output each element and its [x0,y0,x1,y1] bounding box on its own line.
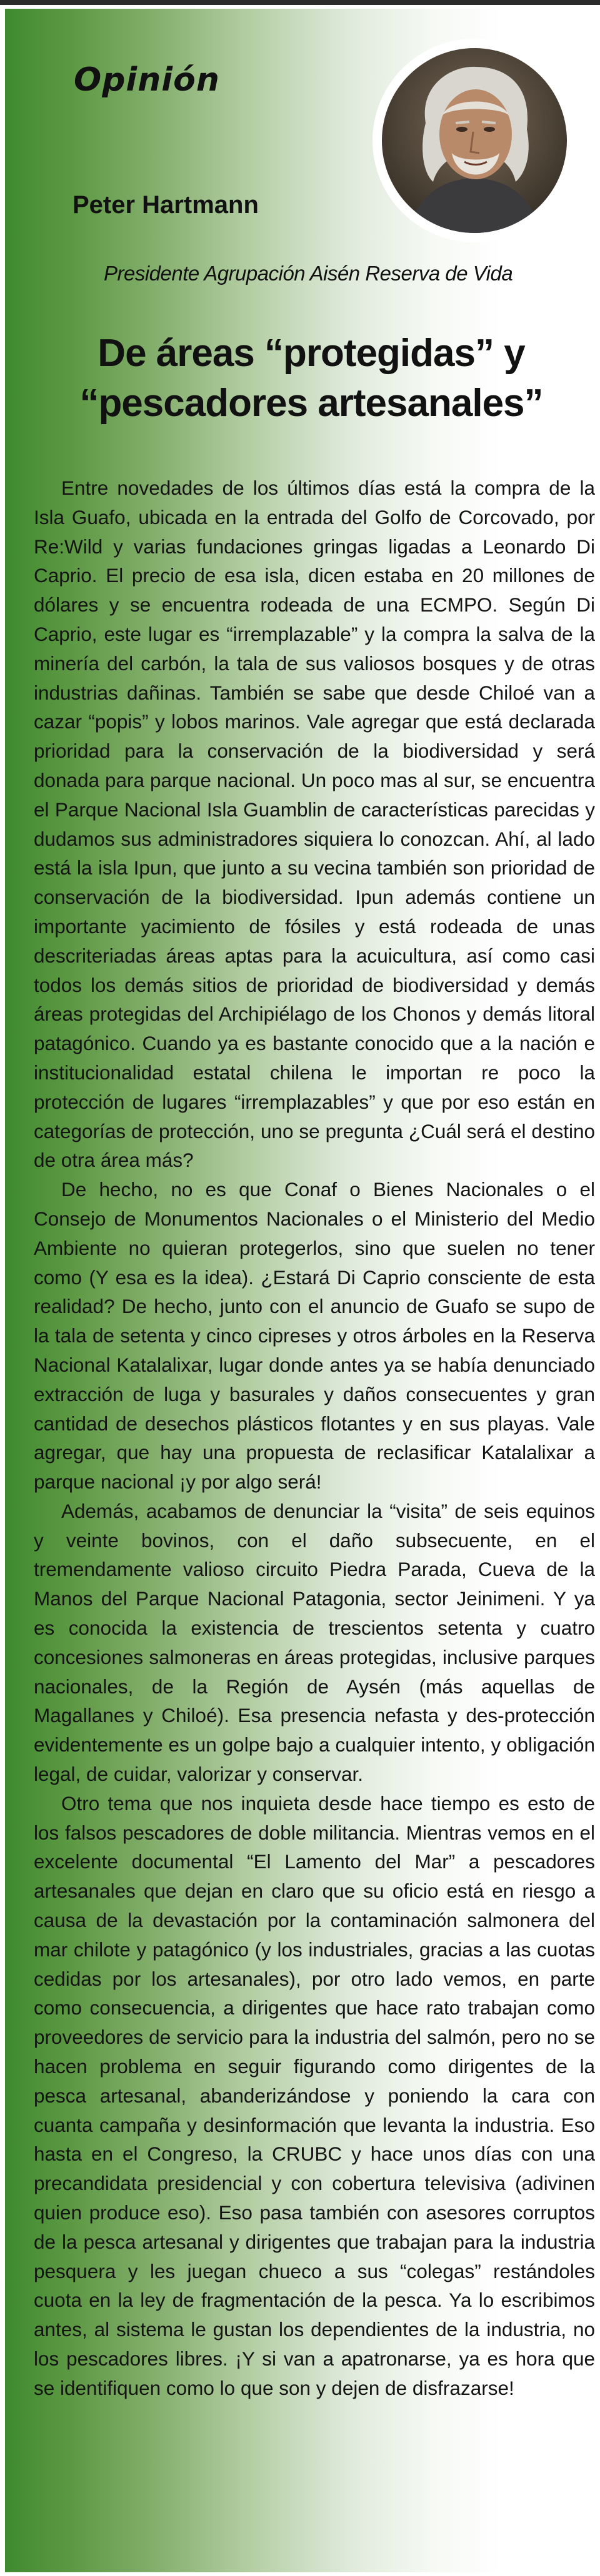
author-photo [382,48,567,233]
article-headline [30,329,592,429]
headline-line-1: De áreas “protegidas” y [98,332,525,375]
article-body [34,473,595,2403]
article-paragraph: Entre novedades de los últimos días está la compra de la Isla Guafo, ubicada en la entrada del Golfo de Corcovado, por Re:Wild y varias fundaciones gringas ligadas a Leonardo Di Caprio. El precio de esa isla, dicen estaba en 20 millones de dólares y se encuentra rodeada de una ECMPO. Según Di Caprio, este lugar es “irremplazable” y la compra la salva de la minería del carbón, la tala de sus valiosos bosques y de otras industrias dañinas. También se sabe que desde Chiloé van a cazar “popis” y lobos marinos. Vale agregar que está declarada prioridad para la conservación de la biodiversidad y será donada para parque nacional. Un poco mas al sur, se encuentra el Parque Nacional Isla Guamblin de características parecidas y dudamos sus administradores siquiera lo conozcan. Ahí, al lado está la isla Ipun, que junto a su vecina también son prioridad de conservación de la biodiversidad. Ipun además contiene un importante yacimiento de fósiles y está rodeada de unas descriteriadas áreas aptas para la acuicultura, así como casi todos los demás sitios de prioridad de biodiversidad y demás áreas protegidas del Archipiélago de los Chonos y demás litoral patagónico. Cuando ya es bastante conocido que a la nación e institucionalidad estatal chilena le importan re poco la protección de lugares “irremplazables” y que por eso están en categorías de protección, uno se pregunta ¿Cuál será el destino de otra área más? [34,477,595,1172]
headline-line-2: “pescadores artesanales” [79,382,543,425]
author-role: Presidente Agrupación Aisén Reserva de Vida [104,262,513,285]
article-paragraph: Además, acabamos de denunciar la “visita” de seis equinos y veinte bovinos, con el daño subsecuente, en el tremendamente valioso circuito Piedra Parada, Cueva de la Manos del Parque Nacional Patagonia, sector Jeinimeni. Y ya es conocida la existencia de trescientos setenta y cuatro concesiones salmoneras en áreas protegidas, inclusive parques nacionales, de la Región de Aysén (más aquellas de Magallanes y Chiloé). Esa presencia nefasta y des-protección evidentemente es un golpe bajo a cualquier intento, y obligación legal, de cuidar, valorizar y conservar. [34,1499,595,1786]
article-paragraph: De hecho, no es que Conaf o Bienes Nacionales o el Consejo de Monumentos Nacionales o el Ministerio del Medio Ambiente no quieran protegerlos, sino que suelen no tener como (Y esa es la idea). ¿Estará Di Caprio consciente de esta realidad? De hecho, junto con el anuncio de Guafo se supo de la tala de setenta y cinco cipreses y otros árboles en la Reserva Nacional Katalalixar, lugar donde antes ya se había denunciado extracción de luga y basurales y daños consecuentes y gran cantidad de desechos plásticos flotantes y en sus playas. Vale agregar, que hay una propuesta de reclasificar Katalalixar a parque nacional ¡y por algo será! [34,1178,595,1494]
opinion-column [5,9,599,2572]
author-name: Peter Hartmann [72,191,259,219]
author-portrait [372,39,576,242]
top-rule [0,0,600,5]
article-paragraph: Otro tema que nos inquieta desde hace tiempo es esto de los falsos pescadores de doble militancia. Mientras vemos en el excelente documental “El Lamento del Mar” a pescadores artesanales que dejan en claro que su oficio está en riesgo a causa de la devastación por la contaminación salmonera del mar chilote y patagónico (y los industriales, gracias a las cuotas cedidas por los artesanales), por otro lado vemos, en parte como consecuencia, a dirigentes que hace rato trabajan como proveedores de servicio para la industria del salmón, pero no se hacen problema en seguir figurando como dirigentes de la pesca artesanal, abanderizándose y poniendo la cara con cuanta campaña y desinformación que levanta la industria. Eso hasta en el Congreso, la CRUBC y hace unos días con una precandidata presidencial y con cobertura televisiva (adivinen quien produce eso). Eso pasa también con asesores corruptos de la pesca artesanal y dirigentes que trabajan para la industria pesquera y les juegan chueco a sus “colegas” restándoles cuota en la ley de fragmentación de la pesca. Ya lo escribimos antes, al sistema le gustan los dependientes de la industria, no los pescadores libres. ¡Y si van a apatronarse, ya es hora que se identifiquen como lo que son y dejen de disfrazarse! [34,1791,595,2399]
section-label: Opinión [74,61,220,99]
